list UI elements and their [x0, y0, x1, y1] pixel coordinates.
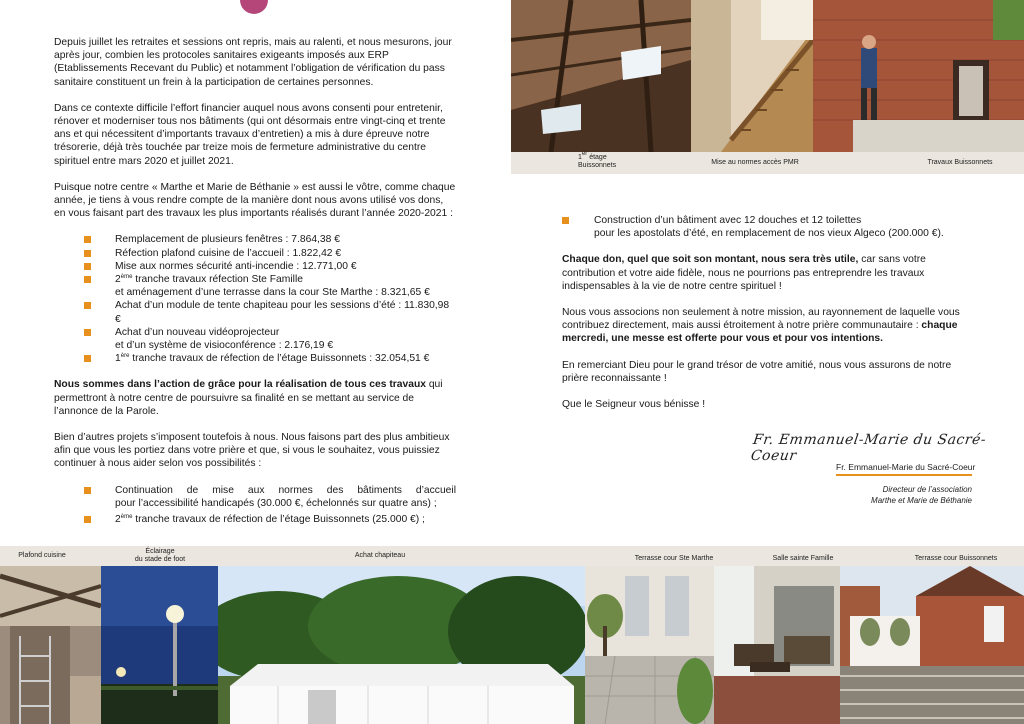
caption-chapiteau: Achat chapiteau — [354, 552, 406, 559]
caption-plafond-cuisine: Plafond cuisine — [18, 552, 66, 559]
projects-list — [54, 484, 456, 527]
works-list — [54, 233, 456, 365]
list-item: Continuation de mise aux normes des bâtiments d’accueil pour l’accessibilité handicapés (30.000 €, échelonnés sur quatre ans) ; — [54, 484, 456, 510]
gratitude-paragraph: En remerciant Dieu pour le grand trésor de votre amitié, nous vous assurons de notre prière reconnaissante ! — [562, 359, 952, 384]
donation-paragraph: Chaque don, quel que soit son montant, nous sera très utile, car sans votre contribution et votre aide fidèle, nous ne pourrions pas entreprendre les travaux indispensables à la vie de notre centre spirituel ! — [562, 254, 926, 292]
photo-eclairage-stade — [101, 566, 218, 724]
photo-staircase-pmr — [691, 0, 813, 152]
decorative-tab-top-left — [240, 0, 268, 14]
caption-terrasse-marthe: Terrasse cour Ste Marthe — [634, 555, 714, 562]
list-item: Construction d’un bâtiment avec 12 douches et 12 toilettes pour les apostolats d’été, en remplacement de nos vieux Algeco (200.000 €). — [532, 214, 972, 240]
photo-attic-etage — [511, 0, 691, 152]
photo-brick-wall-works — [813, 0, 1024, 152]
list-item: 2ème tranche travaux de réfection de l’étage Buissonnets (25.000 €) ; — [54, 513, 456, 526]
list-item: Réfection plafond cuisine de l’accueil : 1.822,42 € — [54, 247, 456, 260]
list-item: Remplacement de plusieurs fenêtres : 7.864,38 € — [54, 233, 456, 246]
photo-terrasse-buissonnets — [840, 566, 1024, 724]
prayer-paragraph: Nous vous associons non seulement à notre mission, au rayonnement de laquelle vous contribuez directement, mais aussi étroitement à notre prière communautaire : chaque mercredi, une messe est offerte pour vous et pour vos intentions. — [562, 307, 960, 345]
projects-paragraph: Bien d’autres projets s’imposent toutefois à nous. Nous faisons part des plus ambitieux afin que vous les portiez dans votre prière et que, si vous le souhaitez, vous puissiez continuer à nous aider selon vos possibilités : — [54, 432, 450, 470]
list-item: 2ème tranche travaux réfection Ste Famille et aménagement d’une terrasse dans la cour Ste Marthe : 8.321,65 € — [54, 273, 456, 299]
intro-paragraph: Depuis juillet les retraites et sessions ont repris, mais au ralenti, et nous mesurons, jour après jour, combien les protocoles sanitaires exigeants imposés aux ERP (Etablissements Recevant du Public) et notamment l’obligation de vérification du pass sanitaire constituent un frein à la participation de certaines personnes. — [54, 37, 452, 88]
list-item: 1ère tranche travaux de réfection de l’étage Buissonnets : 32.054,51 € — [54, 352, 456, 365]
handwritten-signature: Fr. Emmanuel-Marie du Sacré-Coeur — [749, 432, 988, 464]
photo-terrasse-marthe — [585, 566, 714, 724]
list-item: Achat d’un module de tente chapiteau pour les sessions d’été : 11.830,98 € — [54, 299, 456, 325]
caption-pmr: Mise au normes accès PMR — [711, 159, 799, 166]
right-text-column — [562, 214, 972, 424]
signatory-role: Directeur de l’association Marthe et Marie de Béthanie — [871, 485, 972, 505]
signature-underline — [836, 474, 972, 476]
photo-salle-famille — [714, 566, 840, 724]
report-paragraph: Puisque notre centre « Marthe et Marie de Béthanie » est aussi le vôtre, comme chaque année, je tiens à vous rendre compte de la manière dont nous avons utilisé vos dons, en vous faisant part des travaux les plus importants réalisés durant l’année 2020-2021 : — [54, 181, 456, 220]
blessing-paragraph: Que le Seigneur vous bénisse ! — [562, 399, 706, 411]
left-text-column — [54, 36, 456, 539]
caption-eclairage: Éclairage du stade de foot — [134, 548, 186, 563]
signatory-name: Fr. Emmanuel-Marie du Sacré-Coeur — [836, 462, 976, 472]
list-item: Mise aux normes sécurité anti-incendie : 12.771,00 € — [54, 260, 456, 273]
context-paragraph: Dans ce contexte difficile l’effort financier auquel nous avons consenti pour entretenir, rénover et moderniser tous nos bâtiments (qui ont désormais entre vingt-cinq et trente ans et qui nécessitent d’importants travaux d’entretien) a mis à dure épreuve notre trésorerie, déjà très touchée par treize mois de fermeture administrative du centre spirituel entre mars 2020 et juillet 2021. — [54, 102, 446, 167]
caption-terrasse-buissonnets: Terrasse cour Buissonnets — [914, 555, 998, 562]
photo-chapiteau — [218, 566, 585, 724]
photo-plafond-cuisine — [0, 566, 101, 724]
projects-list-continued — [532, 214, 972, 240]
thanks-paragraph: Nous sommes dans l’action de grâce pour la réalisation de tous ces travaux qui permettront à notre centre de poursuivre sa finalité en se mettant au service de l’annonce de la Parole. — [54, 379, 443, 417]
caption-salle-famille: Salle sainte Famille — [772, 555, 834, 562]
caption-etage-buissonnets: 1er étage Buissonnets — [578, 151, 617, 169]
caption-travaux-buissonnets: Travaux Buissonnets — [927, 159, 993, 166]
list-item: Achat d’un nouveau vidéoprojecteur et d’un système de visioconférence : 2.176,19 € — [54, 326, 456, 352]
